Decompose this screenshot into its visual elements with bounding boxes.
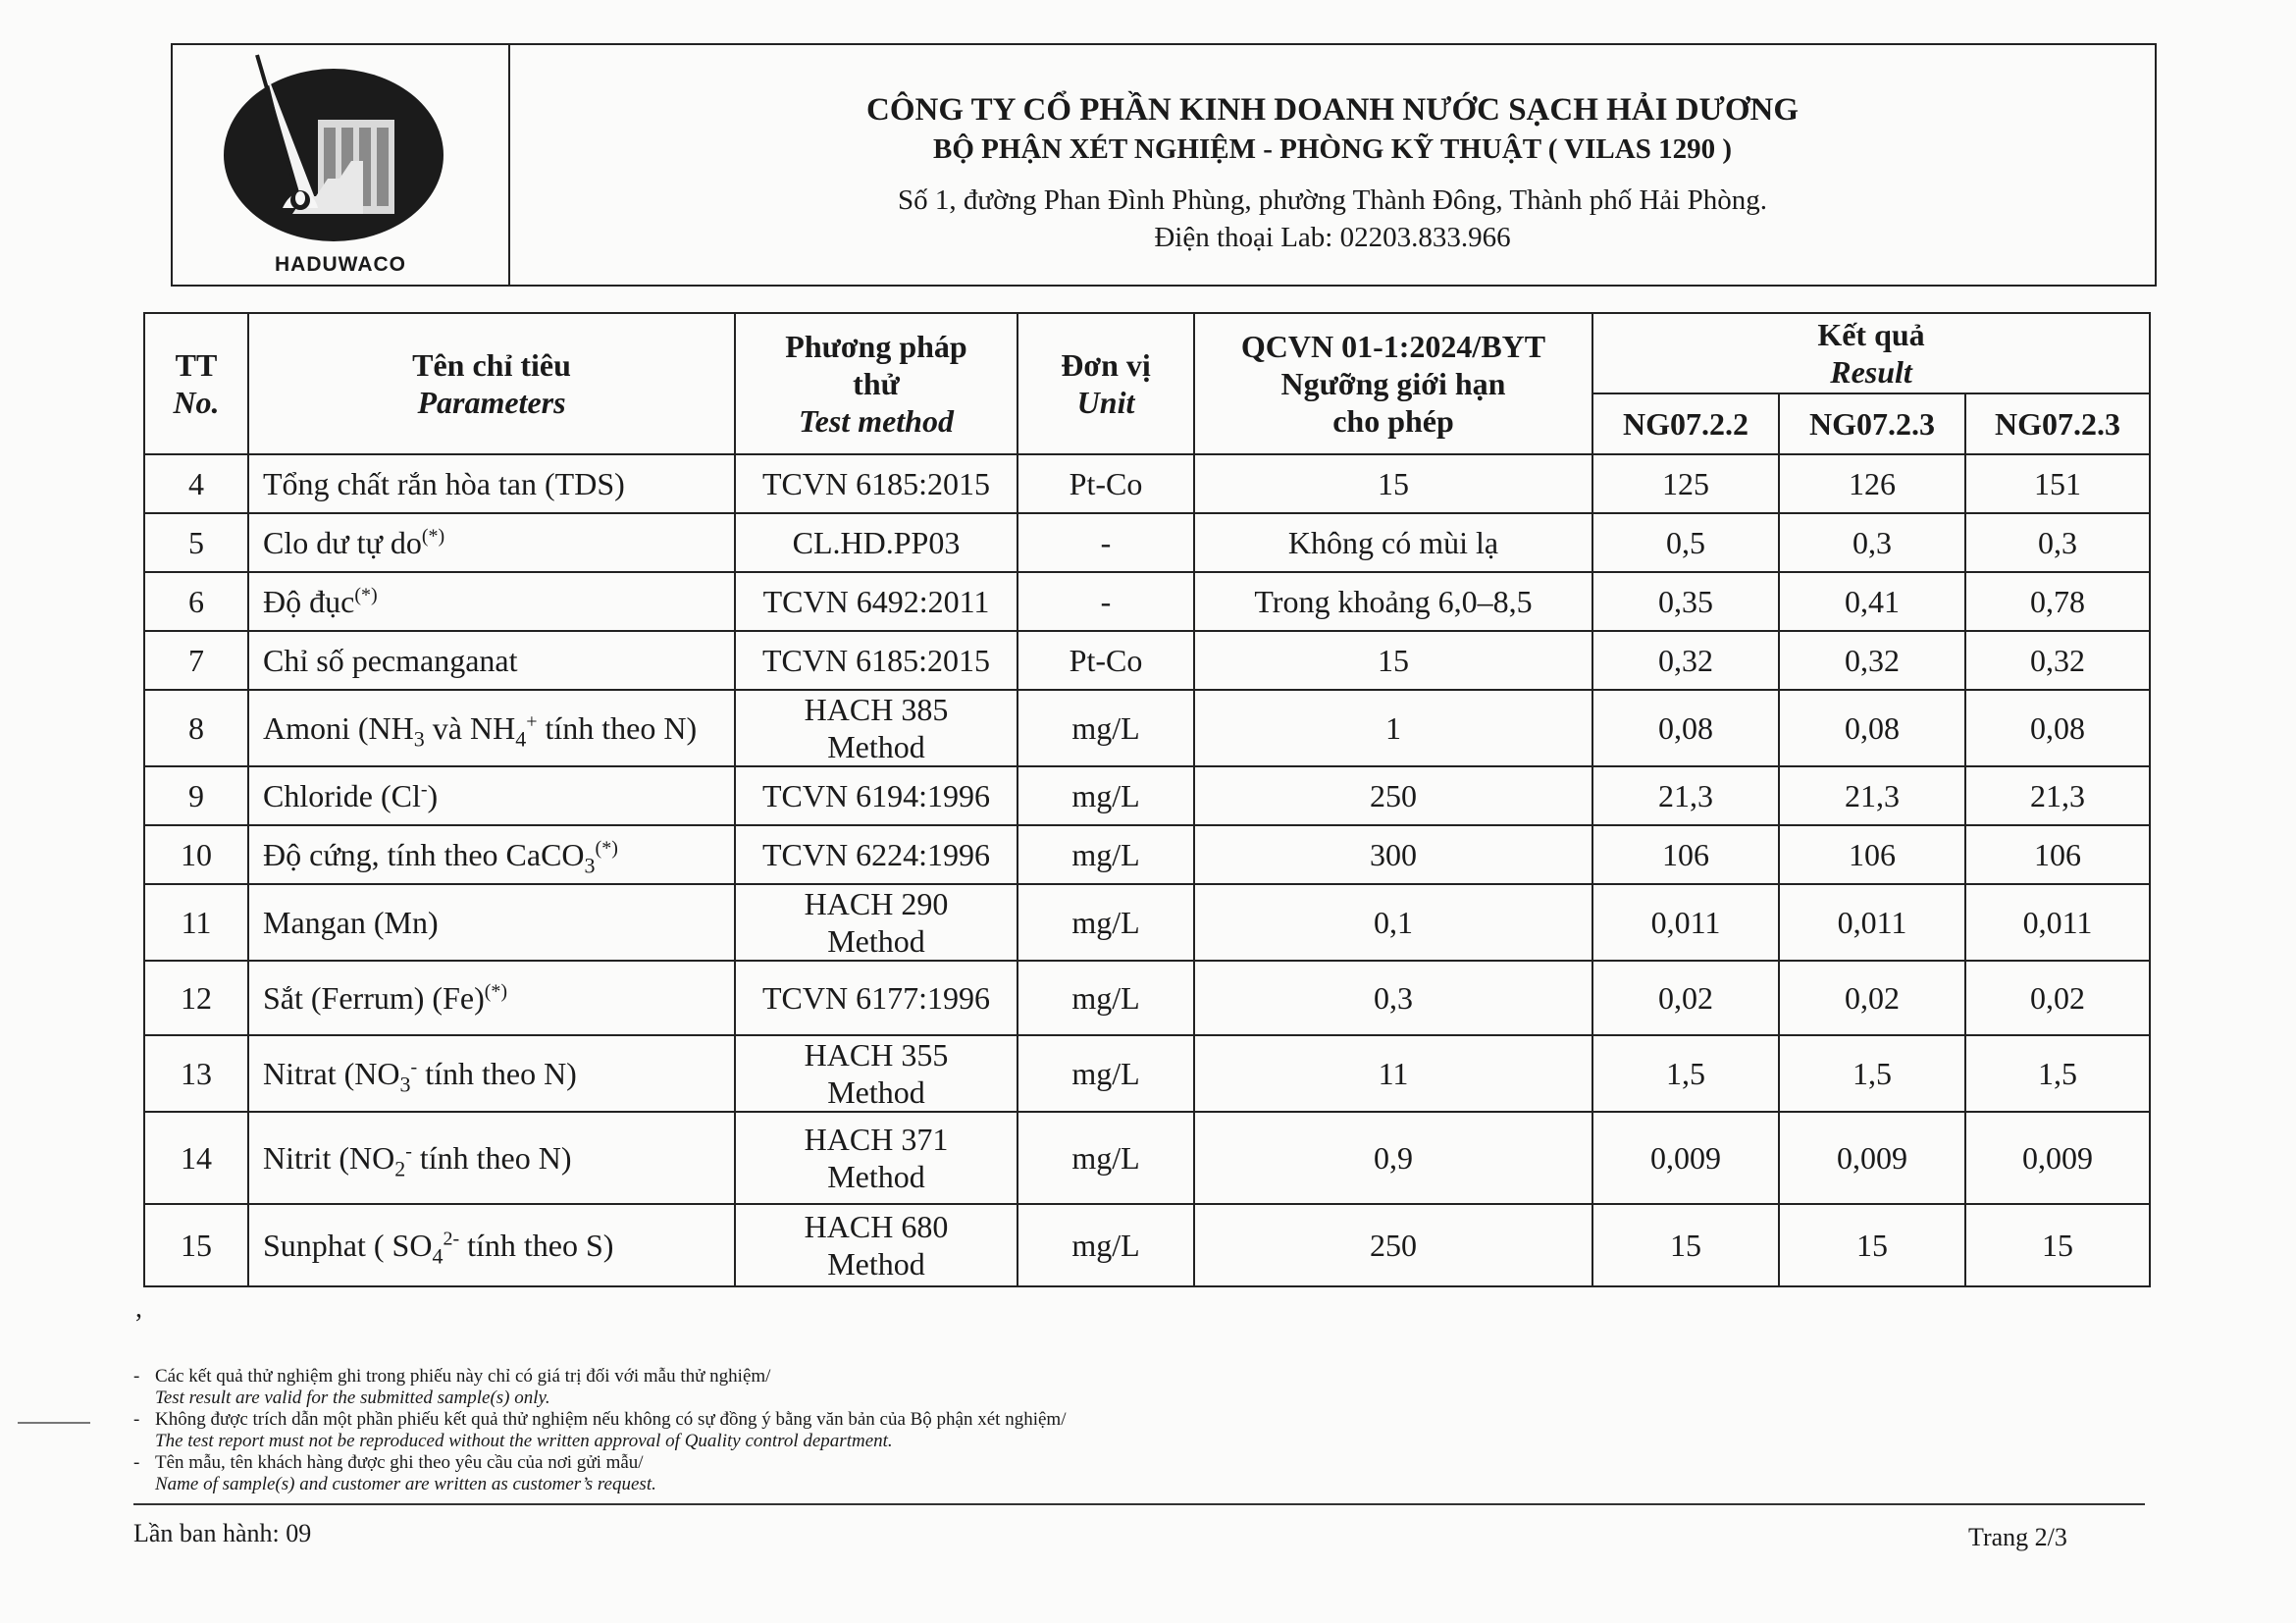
table-row: [144, 631, 2150, 690]
row-unit: mg/L: [1018, 690, 1194, 766]
row-method: TCVN 6177:1996: [735, 961, 1018, 1035]
row-result-1: 0,009: [1592, 1112, 1779, 1204]
row-parameter: Nitrat ($NO_3^-$ tính theo N): [248, 1035, 735, 1112]
table-row: [144, 884, 2150, 961]
row-method: HACH 371 Method: [735, 1112, 1018, 1204]
row-unit: -: [1018, 513, 1194, 572]
row-unit: mg/L: [1018, 766, 1194, 825]
lab-phone: Điện thoại Lab: 02203.833.966: [1154, 222, 1511, 253]
col-header-sample-2: NG07.2.3: [1779, 393, 1965, 454]
row-method: HACH 355 Method: [735, 1035, 1018, 1112]
department-name: BỘ PHẬN XÉT NGHIỆM - PHÒNG KỸ THUẬT ( VILAS 1290 ): [933, 133, 1732, 165]
row-parameter: Tổng chất rắn hòa tan (TDS): [248, 454, 735, 513]
row-limit: 15: [1194, 631, 1592, 690]
row-no: 8: [144, 690, 248, 766]
col-header-standard: QCVN 01-1:2024/BYT Ngưỡng giới hạn cho phép: [1194, 313, 1592, 454]
footer-rule: [133, 1503, 2145, 1505]
col-header-sample-1: NG07.2.2: [1592, 393, 1779, 454]
table-row: [144, 1204, 2150, 1286]
row-result-3: 0,009: [1965, 1112, 2150, 1204]
row-method: CL.HD.PP03: [735, 513, 1018, 572]
row-unit: -: [1018, 572, 1194, 631]
row-unit: mg/L: [1018, 825, 1194, 884]
row-result-2: 1,5: [1779, 1035, 1965, 1112]
row-result-3: 0,08: [1965, 690, 2150, 766]
table-row: [144, 690, 2150, 766]
row-result-2: 126: [1779, 454, 1965, 513]
row-result-2: 0,3: [1779, 513, 1965, 572]
row-result-1: 106: [1592, 825, 1779, 884]
row-unit: mg/L: [1018, 1112, 1194, 1204]
table-row: [144, 1112, 2150, 1204]
row-parameter: Clo dư tự do(*): [248, 513, 735, 572]
row-result-1: 125: [1592, 454, 1779, 513]
row-limit: 250: [1194, 1204, 1592, 1286]
page-number: Trang 2/3: [1968, 1523, 2067, 1551]
table-row: [144, 766, 2150, 825]
row-result-2: 0,08: [1779, 690, 1965, 766]
row-result-3: 106: [1965, 825, 2150, 884]
row-method: HACH 680 Method: [735, 1204, 1018, 1286]
row-result-3: 0,78: [1965, 572, 2150, 631]
row-no: 13: [144, 1035, 248, 1112]
row-unit: mg/L: [1018, 1204, 1194, 1286]
row-result-1: 1,5: [1592, 1035, 1779, 1112]
row-result-3: 151: [1965, 454, 2150, 513]
row-parameter: Độ đục(*): [248, 572, 735, 631]
row-result-3: 1,5: [1965, 1035, 2150, 1112]
logo-text: HADUWACO: [275, 253, 406, 276]
row-method: HACH 385 Method: [735, 690, 1018, 766]
row-result-2: 15: [1779, 1204, 1965, 1286]
row-result-2: 106: [1779, 825, 1965, 884]
results-table: [143, 312, 2151, 1287]
row-result-3: 21,3: [1965, 766, 2150, 825]
row-result-2: 0,41: [1779, 572, 1965, 631]
row-result-1: 21,3: [1592, 766, 1779, 825]
row-parameter: Chloride (Cl-): [248, 766, 735, 825]
row-result-1: 0,08: [1592, 690, 1779, 766]
row-result-1: 0,5: [1592, 513, 1779, 572]
row-result-2: 0,02: [1779, 961, 1965, 1035]
row-limit: 11: [1194, 1035, 1592, 1112]
row-result-1: 0,32: [1592, 631, 1779, 690]
note-3: - Tên mẫu, tên khách hàng được ghi theo yêu cầu của nơi gửi mẫu/ Name of sample(s) and customer are written as customer’s request.: [133, 1452, 656, 1494]
row-no: 12: [144, 961, 248, 1035]
row-no: 15: [144, 1204, 248, 1286]
table-row: [144, 825, 2150, 884]
document-header: [171, 43, 2157, 287]
table-row: [144, 572, 2150, 631]
row-unit: mg/L: [1018, 884, 1194, 961]
row-no: 7: [144, 631, 248, 690]
col-header-unit: Đơn vị Unit: [1018, 313, 1194, 454]
row-result-2: 0,32: [1779, 631, 1965, 690]
row-no: 6: [144, 572, 248, 631]
table-row: [144, 961, 2150, 1035]
company-address: Số 1, đường Phan Đình Phùng, phường Thành Đông, Thành phố Hải Phòng.: [898, 184, 1767, 216]
row-parameter: Mangan (Mn): [248, 884, 735, 961]
row-limit: 300: [1194, 825, 1592, 884]
row-parameter: Chỉ số pecmanganat: [248, 631, 735, 690]
row-result-3: 0,32: [1965, 631, 2150, 690]
row-result-3: 0,3: [1965, 513, 2150, 572]
row-limit: 0,9: [1194, 1112, 1592, 1204]
row-result-1: 15: [1592, 1204, 1779, 1286]
row-unit: mg/L: [1018, 961, 1194, 1035]
col-header-sample-3: NG07.2.3: [1965, 393, 2150, 454]
row-no: 5: [144, 513, 248, 572]
row-limit: 1: [1194, 690, 1592, 766]
company-name: CÔNG TY CỔ PHẦN KINH DOANH NƯỚC SẠCH HẢI DƯƠNG: [866, 92, 1799, 128]
col-header-method: Phương pháp thử Test method: [735, 313, 1018, 454]
table-row: [144, 454, 2150, 513]
row-limit: 0,1: [1194, 884, 1592, 961]
row-limit: 15: [1194, 454, 1592, 513]
row-limit: 250: [1194, 766, 1592, 825]
row-result-3: 0,02: [1965, 961, 2150, 1035]
table-row: [144, 513, 2150, 572]
row-unit: Pt-Co: [1018, 454, 1194, 513]
row-method: TCVN 6194:1996: [735, 766, 1018, 825]
row-no: 11: [144, 884, 248, 961]
col-header-result: Kết quả Result: [1592, 313, 2150, 393]
issue-number: Lần ban hành: 09: [133, 1519, 312, 1547]
haduwaco-logo-icon: [194, 49, 489, 255]
row-parameter: Amoni ($NH_3$ và $NH_4^+$ tính theo N): [248, 690, 735, 766]
note-2: - Không được trích dẫn một phần phiếu kết quả thử nghiệm nếu không có sự đồng ý bằng văn bản của Bộ phận xét nghiệm/ The test report must not be reproduced without the written approval of Quality control department.: [133, 1409, 1067, 1451]
scan-mark: [18, 1422, 90, 1424]
row-unit: mg/L: [1018, 1035, 1194, 1112]
row-limit: Không có mùi lạ: [1194, 513, 1592, 572]
row-result-1: 0,011: [1592, 884, 1779, 961]
row-no: 9: [144, 766, 248, 825]
row-result-3: 15: [1965, 1204, 2150, 1286]
table-row: [144, 1035, 2150, 1112]
row-parameter: Sắt (Ferrum) (Fe)(*): [248, 961, 735, 1035]
row-result-1: 0,02: [1592, 961, 1779, 1035]
row-parameter: Sunphat ( $SO_4^{2-}$ tính theo S): [248, 1204, 735, 1286]
row-no: 4: [144, 454, 248, 513]
row-no: 14: [144, 1112, 248, 1204]
row-method: TCVN 6224:1996: [735, 825, 1018, 884]
row-result-2: 0,011: [1779, 884, 1965, 961]
row-no: 10: [144, 825, 248, 884]
row-parameter: Nitrit ($NO_2^-$ tính theo N): [248, 1112, 735, 1204]
row-limit: 0,3: [1194, 961, 1592, 1035]
row-method: TCVN 6185:2015: [735, 631, 1018, 690]
row-result-1: 0,35: [1592, 572, 1779, 631]
col-header-parameter: Tên chỉ tiêu Parameters: [248, 313, 735, 454]
row-limit: Trong khoảng 6,0–8,5: [1194, 572, 1592, 631]
row-unit: Pt-Co: [1018, 631, 1194, 690]
col-header-no: TT No.: [144, 313, 248, 454]
company-info: [510, 45, 2155, 285]
footnotes: [133, 1366, 1998, 1495]
row-method: TCVN 6185:2015: [735, 454, 1018, 513]
row-method: TCVN 6492:2011: [735, 572, 1018, 631]
row-result-2: 21,3: [1779, 766, 1965, 825]
row-parameter: Độ cứng, tính theo CaCO$_3$(*): [248, 825, 735, 884]
stray-comma: ,: [135, 1293, 142, 1324]
row-result-3: 0,011: [1965, 884, 2150, 961]
note-1: - Các kết quả thử nghiệm ghi trong phiếu này chỉ có giá trị đối với mẫu thử nghiệm/ Test result are valid for the submitted sample(s) only.: [133, 1366, 771, 1408]
row-method: HACH 290 Method: [735, 884, 1018, 961]
logo-cell: [173, 45, 510, 285]
row-result-2: 0,009: [1779, 1112, 1965, 1204]
